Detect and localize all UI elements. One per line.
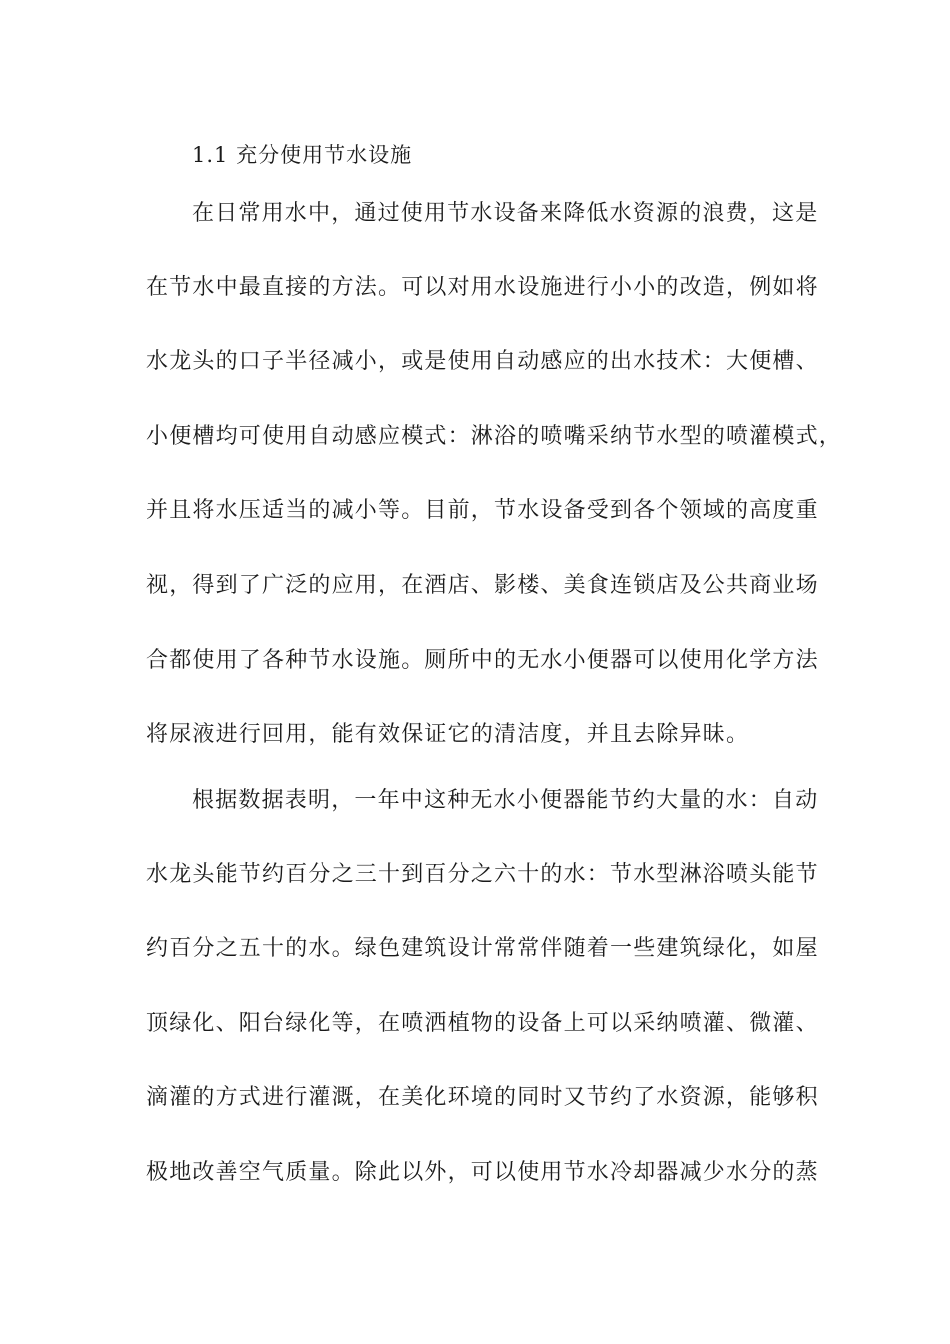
paragraph-line: 在日常用水中，通过使用节水设备来降低水资源的浪费，这是 (192, 201, 819, 226)
paragraph-line: 滴灌的方式进行灌溉，在美化环境的同时又节约了水资源，能够积 (146, 1085, 819, 1110)
paragraph-line: 水龙头能节约百分之三十到百分之六十的水：节水型淋浴喷头能节 (146, 862, 819, 887)
paragraph-line: 极地改善空气质量。除此以外，可以使用节水冷却器减少水分的蒸 (146, 1160, 819, 1185)
paragraph-line: 合都使用了各种节水设施。厕所中的无水小便器可以使用化学方法 (146, 648, 819, 673)
paragraph-line: 在节水中最直接的方法。可以对用水设施进行小小的改造，例如将 (146, 275, 819, 300)
paragraph-line: 并且将水压适当的减小等。目前，节水设备受到各个领域的高度重 (146, 498, 819, 523)
paragraph-line: 根据数据表明，一年中这种无水小便器能节约大量的水：自动 (192, 788, 819, 813)
paragraph-line: 顶绿化、阳台绿化等，在喷洒植物的设备上可以采纳喷灌、微灌、 (146, 1011, 819, 1036)
paragraph-line: 小便槽均可使用自动感应模式：淋浴的喷嘴采纳节水型的喷灌模式， (146, 424, 843, 449)
paragraph-line: 水龙头的口子半径减小，或是使用自动感应的出水技术：大便槽、 (146, 349, 819, 374)
paragraph-line: 将尿液进行回用，能有效保证它的清洁度，并且去除异昧。 (146, 722, 750, 747)
paragraph-line: 视，得到了广泛的应用，在酒店、影楼、美食连锁店及公共商业场 (146, 573, 819, 598)
section-heading: 1.1 充分使用节水设施 (192, 143, 413, 167)
paragraph-line: 约百分之五十的水。绿色建筑设计常常伴随着一些建筑绿化，如屋 (146, 936, 819, 961)
